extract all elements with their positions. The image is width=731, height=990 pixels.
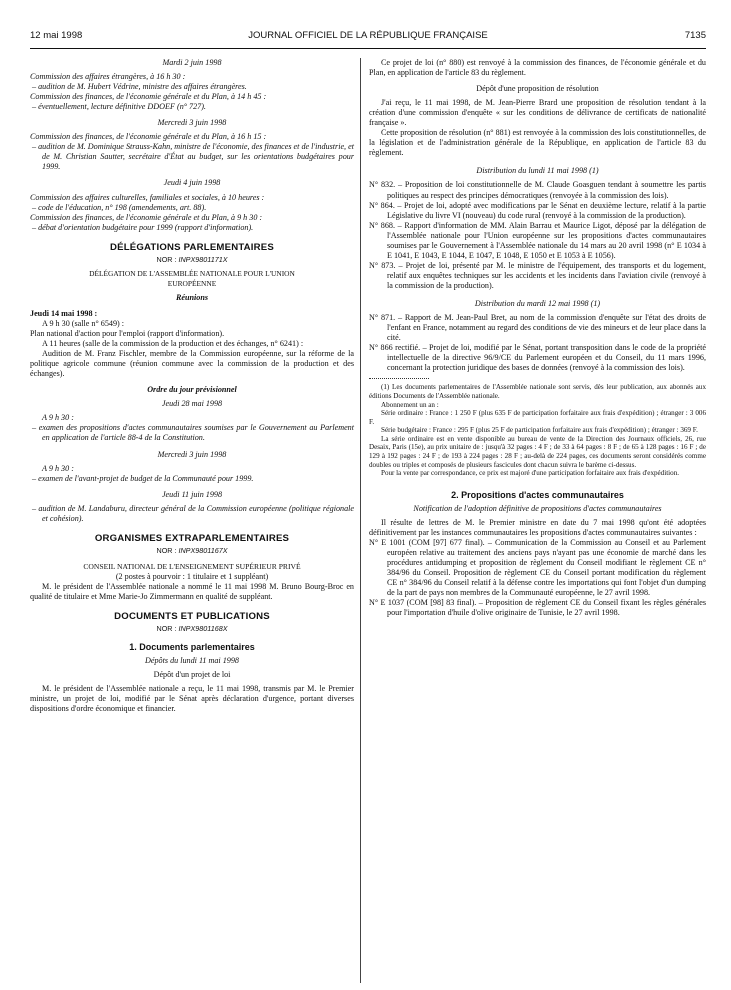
agenda-item: Commission des finances, de l'économie générale et du Plan, à 16 h 15 : <box>30 132 267 142</box>
subsection-title: 2. Propositions d'actes communautaires <box>451 489 624 500</box>
agenda-subitem: – audition de M. Hubert Védrine, ministre des affaires étrangères. <box>32 82 247 92</box>
document-entry: N° 866 rectifié. – Projet de loi, modifié par le Sénat, portant transposition dans le code de la propriété intellectuelle de la directive 96/9/CE du Parlement européen et du Conseil, du 11 mars 1996, concernant la protection juridique des bases de données (renvoyé à la commission des lois). <box>369 343 706 373</box>
meeting-date: Jeudi 14 mai 1998 : <box>30 308 98 318</box>
nor-code: INPX9801167X <box>178 545 228 555</box>
agenda-subitem: – examen de l'avant-projet de budget de la Communauté pour 1999. <box>32 473 254 483</box>
subsection-title: 1. Documents parlementaires <box>129 642 255 653</box>
meeting-line: A 11 heures (salle de la commission de la production et des échanges, n° 6241) : <box>42 339 304 349</box>
document-entry: N° 868. – Rapport d'information de MM. Alain Barrau et Maurice Ligot, déposé par la délégation de l'Assemblée nationale pour l'Union européenne sur les propositions d'actes communautaires soumises par le Gouvernement à l'Assemblée nationale du 14 mars au 20 avril 1998 (n° E 1034 à E 1041, E 1043, E 1044, E 1047, E 1048, E 1050 et E 1053 à E 1056). <box>369 220 706 260</box>
deposit-heading: Dépôt d'une proposition de résolution <box>476 84 599 94</box>
notification-heading: Notification de l'adoption définitive de propositions d'actes communautaires <box>413 503 662 513</box>
agenda-subitem: – code de l'éducation, n° 198 (amendements, art. 88). <box>32 202 207 212</box>
day-heading: Jeudi 11 juin 1998 <box>161 489 223 499</box>
nor-code: INPX9801168X <box>178 624 228 634</box>
agenda-subitem: – examen des propositions d'actes communautaires soumises par le Gouvernement au Parlement en application de l'article 88-4 de la Constitution. <box>32 423 354 443</box>
organism-name: CONSEIL NATIONAL DE L'ENSEIGNEMENT SUPÉRIEUR PRIVÉ <box>83 561 301 571</box>
paragraph: Cette proposition de résolution (n° 881) est renvoyée à la commission des lois constitutionnelles, de la législation et de l'administration générale de la République, en application de l'article 83 du règlement. <box>369 128 706 158</box>
footnote <box>369 383 706 478</box>
document-entry: N° 873. – Projet de loi, présenté par M. le ministre de l'équipement, des transports et du logement, relatif aux enquêtes techniques sur les accidents et les incidents dans l'aviation civile (renvoyé à la commission de la production). <box>369 260 706 290</box>
footnote-rule <box>369 378 429 379</box>
column-divider <box>360 58 361 983</box>
distribution-heading: Distribution du mardi 12 mai 1998 (1) <box>474 298 601 308</box>
nor-code: INPX9801171X <box>178 254 228 264</box>
paragraph: Ce projet de loi (n° 880) est renvoyé à la commission des finances, de l'économie générale et du Plan, en application de l'article 83 du règlement. <box>369 58 706 78</box>
agenda-item: Commission des finances, de l'économie générale et du Plan, à 9 h 30 : <box>30 212 263 222</box>
section-title: DOCUMENTS ET PUBLICATIONS <box>114 611 270 623</box>
deposit-heading: Dépôt d'un projet de loi <box>153 670 231 680</box>
delegation-name: DÉLÉGATION DE L'ASSEMBLÉE NATIONALE POUR L'UNION EUROPÉENNE <box>89 268 295 288</box>
day-heading: Jeudi 4 juin 1998 <box>163 178 221 188</box>
agenda-subitem: – éventuellement, lecture définitive DDOEF (n° 727). <box>32 102 206 112</box>
agenda-item: Commission des affaires culturelles, familiales et sociales, à 10 heures : <box>30 192 265 202</box>
act-entry: N° E 1001 (COM [97] 677 final). – Communication de la Commission au Conseil et au Parlement européen relative au traitement des anciens pays n'ayant pas une économie de marché dans les procédures antidumping et proposition de règlement du Conseil modifiant le règlement CE n° 384/96 du Conseil. Proposition de règlement CE du Conseil portant modification du règlement CE n° 384/96 du Conseil relatif à la défense contre les importations qui font l'objet d'un dumping de la part de pays non membres de la Communauté européenne, le 27 avril 1998. <box>369 538 706 598</box>
paragraph: J'ai reçu, le 11 mai 1998, de M. Jean-Pierre Brard une proposition de résolution tendant à la création d'une commission d'enquête « sur les conditions de délivrance de certificats de nationalité française ». <box>369 98 706 128</box>
nor-label: NOR : <box>156 254 177 264</box>
agenda-subitem: – audition de M. Dominique Strauss-Kahn, ministre de l'économie, des finances et de l'industrie, et de M. Christian Sautter, secrétaire d'État au budget, sur les orientations budgétaires pour 1999. <box>32 142 354 172</box>
left-column <box>30 58 354 714</box>
day-heading: Mardi 2 juin 1998 <box>162 58 222 67</box>
nor-reference <box>30 546 354 556</box>
organism-text: M. le président de l'Assemblée nationale a nommé le 11 mai 1998 M. Bruno Bourg-Broc en qualité de titulaire et Mme Marie-Jo Zimmermann en qualité de suppléant. <box>30 581 354 602</box>
meeting-line: A 9 h 30 (salle n° 6549) : <box>42 318 125 328</box>
footnote-text: Pour la vente par correspondance, ce prix est majoré d'une participation forfaitaire aux frais d'expédition. <box>381 469 680 478</box>
page-number: 7135 <box>684 30 706 41</box>
footnote-text: La série ordinaire est en vente disponible au bureau de vente de la Direction des Journaux officiels, 26, rue Desaix, Paris (15e), au prix unitaire de : jusqu'à 32 pages : 4 F ; de 33 à 64 pages : 8 F ; de 65 à 128 pages : 16 F ; de 129 à 192 pages : 24 F ; de 193 à 224 pages : 28 F ; au-delà de 224 pages, ces documents seront considérés comme doubles ou triples et composés de plusieurs fascicules dont chacun suivra le barème ci-dessus. <box>369 434 706 469</box>
subsection-heading: Ordre du jour prévisionnel <box>147 385 237 395</box>
document-entry: N° 871. – Rapport de M. Jean-Paul Bret, au nom de la commission d'enquête sur l'état des droits de l'enfant en France, notamment au regard des conditions de vie des mineurs et de leur place dans la cité. <box>369 313 706 343</box>
day-heading: Jeudi 28 mai 1998 <box>161 399 223 409</box>
footnote-text: (1) Les documents parlementaires de l'Assemblée nationale sont servis, dès leur publication, aux abonnés aux éditions Documents de l'Assemblée nationale. <box>369 383 706 400</box>
agenda-item: A 9 h 30 : <box>42 413 74 423</box>
agenda-item: Commission des finances, de l'économie générale et du Plan, à 14 h 45 : <box>30 92 267 102</box>
meeting-line: Audition de M. Franz Fischler, membre de la Commission européenne, sur la réforme de la politique agricole commune (réunion commune avec la commission de la production et des échanges). <box>30 349 354 379</box>
nor-reference <box>30 624 354 634</box>
act-entry: N° E 1037 (COM [98] 83 final). – Proposition de règlement CE du Conseil fixant les règles générales pour l'importation d'huile d'olive originaire de Tunisie, le 27 avril 1998. <box>369 598 706 618</box>
subsection-heading: Réunions <box>175 292 209 302</box>
day-heading: Mercredi 3 juin 1998 <box>157 118 227 128</box>
document-entry: N° 832. – Proposition de loi constitutionnelle de M. Claude Goasguen tendant à soumettre les partis politiques au respect des principes démocratiques (renvoyée à la commission des lois). <box>369 180 706 200</box>
nor-label: NOR : <box>156 545 177 555</box>
meeting-line: Plan national d'action pour l'emploi (rapport d'information). <box>30 329 225 339</box>
document-entry: N° 864. – Projet de loi, adopté avec modifications par le Sénat en deuxième lecture, relatif à la partie Législative du livre VI (nouveau) du code rural (renvoyé à la commission de la production). <box>369 200 706 220</box>
page-header <box>30 30 706 46</box>
header-title: JOURNAL OFFICIEL DE LA RÉPUBLIQUE FRANÇAISE <box>248 30 488 41</box>
day-heading: Dépôts du lundi 11 mai 1998 <box>145 656 239 666</box>
section-title: ORGANISMES EXTRAPARLEMENTAIRES <box>94 532 290 544</box>
agenda-subitem: – audition de M. Landaburu, directeur général de la Commission européenne (politique régionale et cohésion). <box>32 503 354 523</box>
header-date: 12 mai 1998 <box>30 30 83 41</box>
deposit-text: M. le président de l'Assemblée nationale a reçu, le 11 mai 1998, transmis par M. le Premier ministre, un projet de loi, modifié par le Sénat après déclaration d'urgence, portant diverses dispositions d'ordre économique et financier. <box>30 684 354 714</box>
nor-label: NOR : <box>156 624 177 634</box>
agenda-item: A 9 h 30 : <box>42 463 74 473</box>
organism-posts: (2 postes à pourvoir : 1 titulaire et 1 suppléant) <box>115 571 269 581</box>
distribution-heading: Distribution du lundi 11 mai 1998 (1) <box>476 166 599 176</box>
agenda-subitem: – débat d'orientation budgétaire pour 1999 (rapport d'information). <box>32 222 254 232</box>
right-column <box>369 58 706 618</box>
paragraph: Il résulte de lettres de M. le Premier ministre en date du 7 mai 1998 qu'ont été adoptées définitivement par les instances communautaires les propositions d'actes communautaires suivantes : <box>369 517 706 537</box>
section-title: DÉLÉGATIONS PARLEMENTAIRES <box>109 241 275 253</box>
day-heading: Mercredi 3 juin 1998 <box>157 449 227 459</box>
header-rule <box>30 48 706 49</box>
agenda-item: Commission des affaires étrangères, à 16 h 30 : <box>30 72 186 82</box>
footnote-text: Série budgétaire : France : 295 F (plus 25 F de participation forfaitaire aux frais d'expédition) ; étranger : 369 F. <box>381 426 698 435</box>
footnote-text: Série ordinaire : France : 1 250 F (plus 635 F de participation forfaitaire aux frais d'expédition) ; étranger : 3 006 F. <box>369 409 706 426</box>
nor-reference <box>30 255 354 265</box>
footnote-text: Abonnement un an : <box>381 400 439 409</box>
